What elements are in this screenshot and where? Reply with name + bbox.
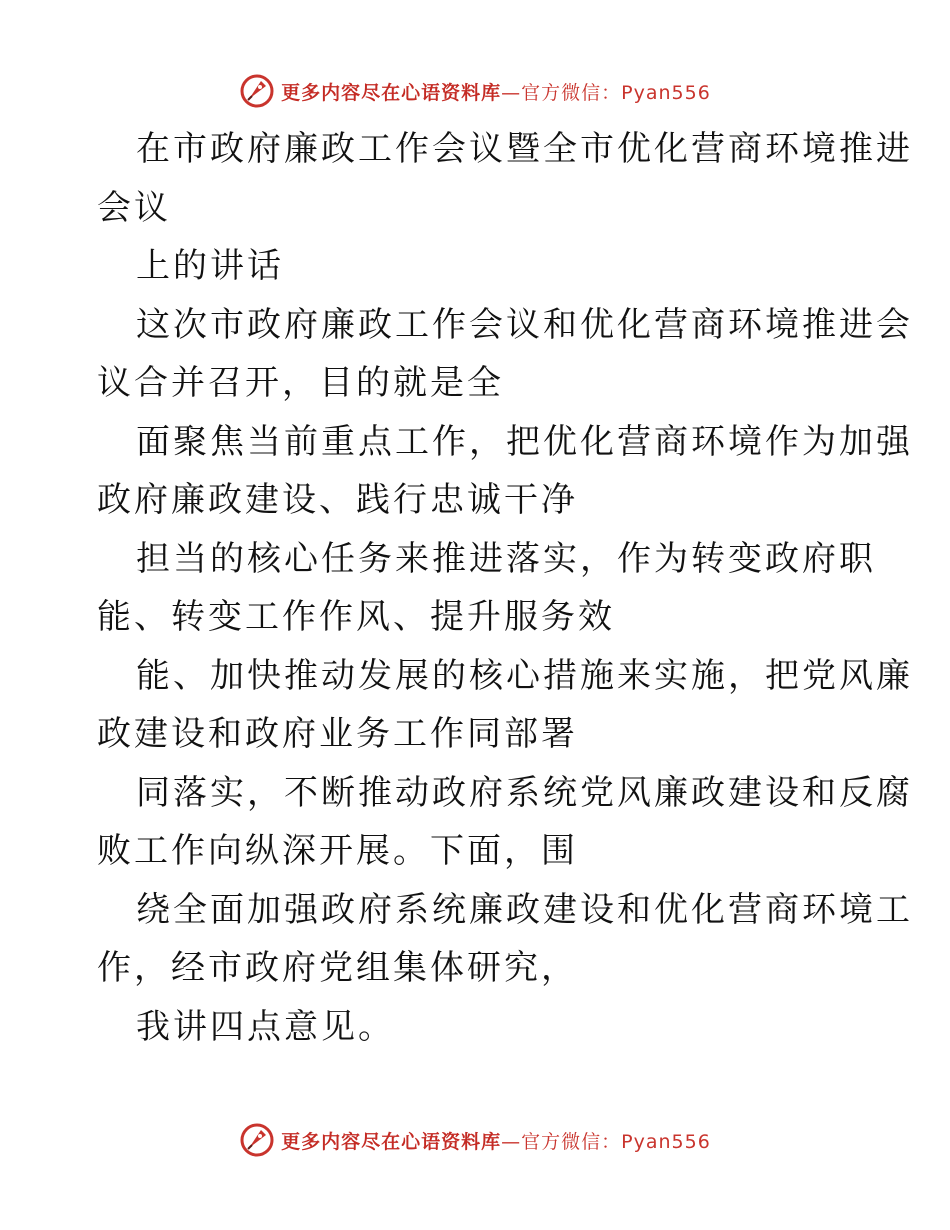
footer-separator: — (501, 1130, 522, 1153)
text-line: 上的讲话 (136, 246, 284, 286)
text-line: 政府廉政建设、践行忠诚干净 (97, 480, 578, 520)
header-link-text (281, 78, 711, 105)
header-banner[interactable] (0, 71, 950, 111)
header-separator: — (501, 81, 522, 104)
text-line: 败工作向纵深开展。下面，围 (97, 831, 578, 871)
text-line: 面聚焦当前重点工作，把优化营商环境作为加强 (136, 421, 913, 462)
footer-wechat-text: 官方微信：Pyan556 (521, 1130, 711, 1153)
header-site-text: 更多内容尽在心语资料库 (281, 81, 502, 104)
text-line: 绕全面加强政府系统廉政建设和优化营商环境工 (136, 889, 913, 930)
speech-body (97, 120, 913, 1056)
footer-site-text: 更多内容尽在心语资料库 (281, 1130, 502, 1153)
text-line: 能、加快推动发展的核心措施来实施，把党风廉 (136, 655, 913, 696)
text-line: 这次市政府廉政工作会议和优化营商环境推进会 (136, 304, 913, 345)
text-line: 会议 (97, 187, 171, 228)
text-line: 作，经市政府党组集体研究， (97, 948, 578, 988)
header-wechat-text: 官方微信：Pyan556 (521, 81, 711, 104)
footer-link-text (281, 1127, 711, 1154)
text-line: 担当的核心任务来推进落实，作为转变政府职 (136, 538, 876, 579)
text-line: 我讲四点意见。 (136, 1006, 395, 1047)
text-line: 政建设和政府业务工作同部署 (97, 714, 578, 754)
text-line: 同落实，不断推动政府系统党风廉政建设和反腐 (136, 772, 913, 813)
pen-nib-logo-icon (239, 73, 275, 109)
text-line: 议合并召开，目的就是全 (97, 363, 504, 403)
footer-banner[interactable] (0, 1120, 950, 1160)
pen-nib-logo-icon (239, 1122, 275, 1158)
text-line: 能、转变工作作风、提升服务效 (97, 597, 615, 637)
text-line: 在市政府廉政工作会议暨全市优化营商环境推进 (136, 129, 913, 169)
